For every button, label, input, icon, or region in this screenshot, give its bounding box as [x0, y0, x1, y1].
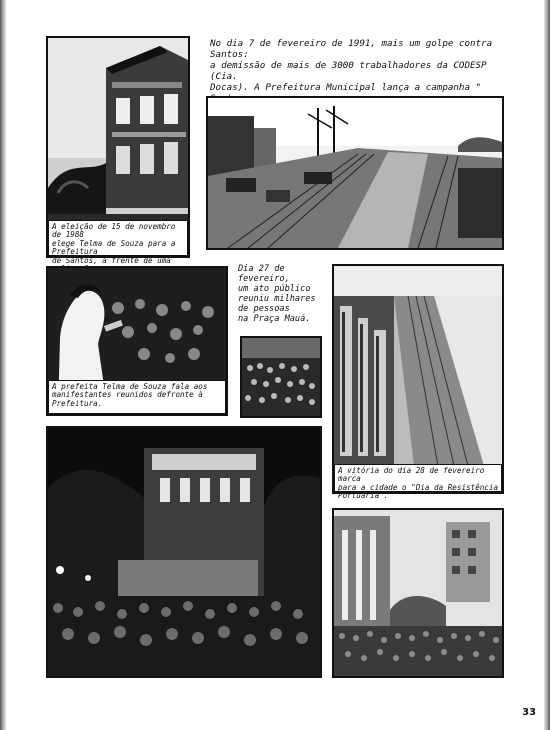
rally-narration: Dia 27 de fevereiro, um ato público reuniu milhares de pessoas na Praça Mauá. — [238, 264, 316, 324]
panel-mayor — [46, 266, 228, 416]
building-caption: A eleição de 15 de novembro de 1988 elege Telma de Souza para a Prefeitura de Santos, à frente de uma — [48, 220, 188, 256]
beach-illustration — [334, 266, 502, 492]
panel-night-crowd — [46, 426, 322, 678]
rally-illustration — [242, 338, 320, 416]
mayor-caption: A prefeita Telma de Souza fala aos manifestantes reunidos defronte à Prefeitura. — [48, 380, 226, 414]
night-crowd-illustration — [48, 428, 320, 676]
page-number: 33 — [522, 707, 536, 718]
beach-caption: A vitória do dia 28 de fevereiro marca para a cidade o "Dia da Resistência Portuária". — [334, 464, 502, 492]
page-edge-left — [0, 0, 6, 730]
page-edge-right — [544, 0, 550, 730]
panel-beach — [332, 264, 504, 501]
port-illustration — [208, 98, 502, 248]
panel-rally — [240, 336, 322, 418]
port-narration: No dia 7 de fevereiro de 1991, mais um golpe contra Santos: a demissão de mais de 3000 trabalhadores da CODESP (Cia. Docas). A Prefeitura Municipal lança a campanha " — [210, 38, 493, 93]
panel-port — [206, 96, 504, 250]
panel-city-hall — [332, 508, 504, 678]
city-hall-illustration — [334, 510, 502, 676]
panel-building — [46, 36, 190, 265]
